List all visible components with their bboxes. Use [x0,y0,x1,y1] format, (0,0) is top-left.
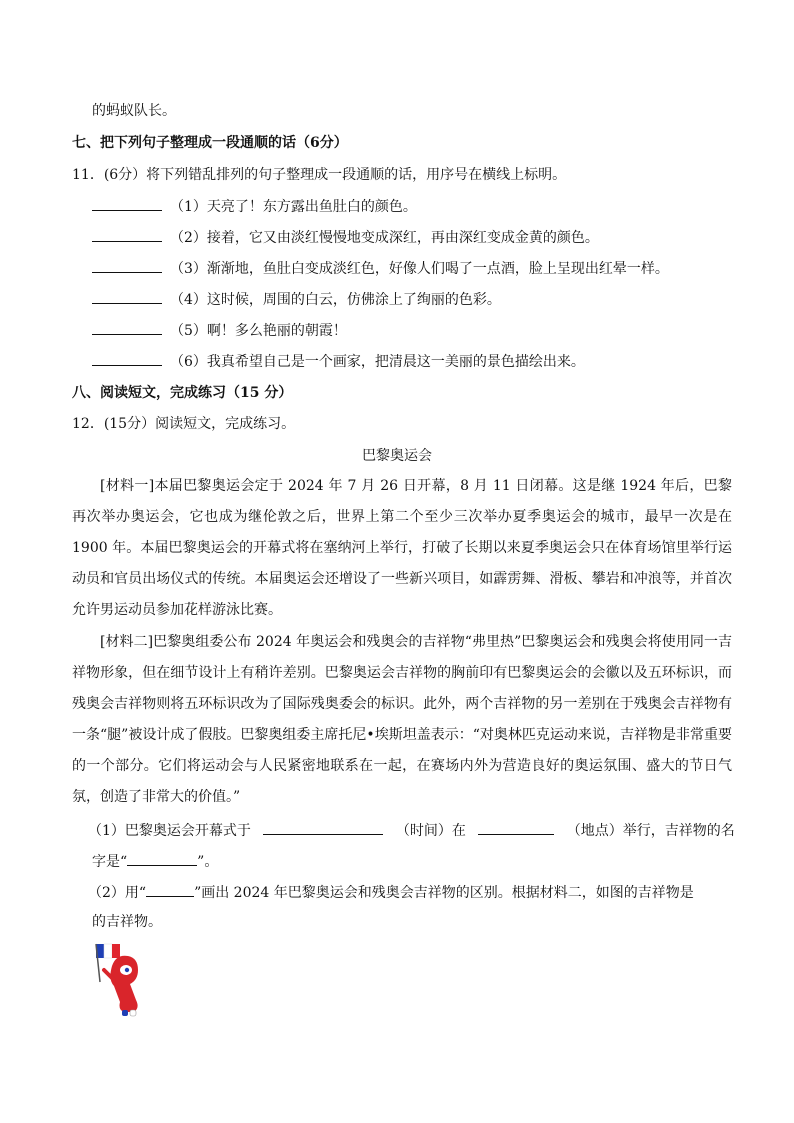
option-text-1: （1）天亮了！东方露出鱼肚白的颜色。 [170,199,417,215]
answer-blank-2[interactable] [92,227,162,242]
material-one-paragraph: [材料一]本届巴黎奥运会定于 2024 年 7 月 26 日开幕，8 月 11 日闭幕。这是继 1924 年后，巴黎再次举办奥运会，它也成为继伦敦之后，世界上第二个至少三次举办夏季奥运会的城市，最早一次是在 1900 年。本届巴黎奥运会的开幕式将在塞纳河上举行，打破了长期以来夏季奥运会只在体育场馆里举行运动员和官员出场仪式的传统。本届奥运会还增设了一些新兴项目，如霹雳舞、滑板、攀岩和冲浪等，并首次允许男运动员参加花样游泳比赛。 [72,478,732,618]
underline-symbol-blank [146,882,194,897]
option-text-3: （3）渐渐地，鱼肚白变成淡红色，好像人们喝了一点酒，脸上呈现出红晕一样。 [170,261,669,277]
mascot-eye-pupil [125,968,129,972]
answer-blank-6[interactable] [92,351,162,366]
flag-white-stripe [104,944,112,958]
q1-text-d: 字是“ [92,854,128,870]
mascot-body [110,956,138,1012]
place-answer-blank[interactable] [478,820,554,835]
option-row-3 [92,258,734,279]
option-text-2: （2）接着，它又由淡红慢慢地变成深红，再由深红变成金黄的颜色。 [170,230,599,246]
mascot-left-foot [122,1010,128,1016]
answer-blank-1[interactable] [92,196,162,211]
question-12-prompt: 12．(15分）阅读短文，完成练习。 [72,416,296,432]
mascot-right-foot [130,1010,136,1016]
q1-text-c: （地点）举行，吉祥物的名 [566,823,735,839]
answer-blank-3[interactable] [92,258,162,273]
q2-text-b: ”画出 2024 年巴黎奥运会和残奥会吉祥物的区别。根据材料二，如图的吉祥物是 [194,885,694,901]
option-row-6 [92,351,734,372]
passage-title: 巴黎奥运会 [362,448,432,464]
q1-text-e: ”。 [197,854,219,870]
previous-question-tail: 的蚂蚁队长。 [92,103,176,119]
answer-blank-4[interactable] [92,289,162,304]
section8-heading: 八、阅读短文，完成练习（15 分） [72,385,293,401]
option-row-1 [92,196,734,217]
mascot-name-blank[interactable] [127,851,197,866]
option-text-5: （5）啊！多么艳丽的朝霞！ [170,323,347,339]
q1-text-a: （1）巴黎奥运会开幕式于 [88,823,251,839]
subquestion-2-line2: 的吉祥物。 [92,914,162,930]
option-row-4 [92,289,734,310]
option-text-4: （4）这时候，周围的白云，仿佛涂上了绚丽的色彩。 [170,292,501,308]
phryge-mascot-illustration [90,940,150,1020]
q2-text-a: （2）用“ [88,885,147,901]
option-row-5 [92,320,734,341]
subquestion-2-line1 [88,882,734,903]
answer-blank-5[interactable] [92,320,162,335]
subquestion-1-line2 [92,851,734,872]
subquestion-1-line1 [88,820,734,841]
option-text-6: （6）我真希望自己是一个画家，把清晨这一美丽的景色描绘出来。 [170,354,585,370]
option-row-2 [92,227,734,248]
flag-red-stripe [112,944,120,958]
time-answer-blank[interactable] [263,820,383,835]
material-two-paragraph: [材料二]巴黎奥组委公布 2024 年奥运会和残奥会的吉祥物“弗里热”巴黎奥运会和残奥会将使用同一吉祥物形象，但在细节设计上有稍许差别。巴黎奥运会吉祥物的胸前印有巴黎奥运会的会徽以及五环标识，而残奥会吉祥物则将五环标识改为了国际残奥委会的标识。此外，两个吉祥物的另一差别在于残奥会吉祥物有一条“腿”被设计成了假肢。巴黎奥组委主席托尼•埃斯坦盖表示：“对奥林匹克运动来说，吉祥物是非常重要的一个部分。它们将运动会与人民紧密地联系在一起，在赛场内外为营造良好的奥运氛围、盛大的节日气氛，创造了非常大的价值。” [72,634,732,805]
question-11-prompt: 11．(6分）将下列错乱排列的句子整理成一段通顺的话，用序号在横线上标明。 [72,167,567,183]
section7-heading: 七、把下列句子整理成一段通顺的话（6分） [72,135,348,151]
q1-text-b: （时间）在 [395,823,466,839]
